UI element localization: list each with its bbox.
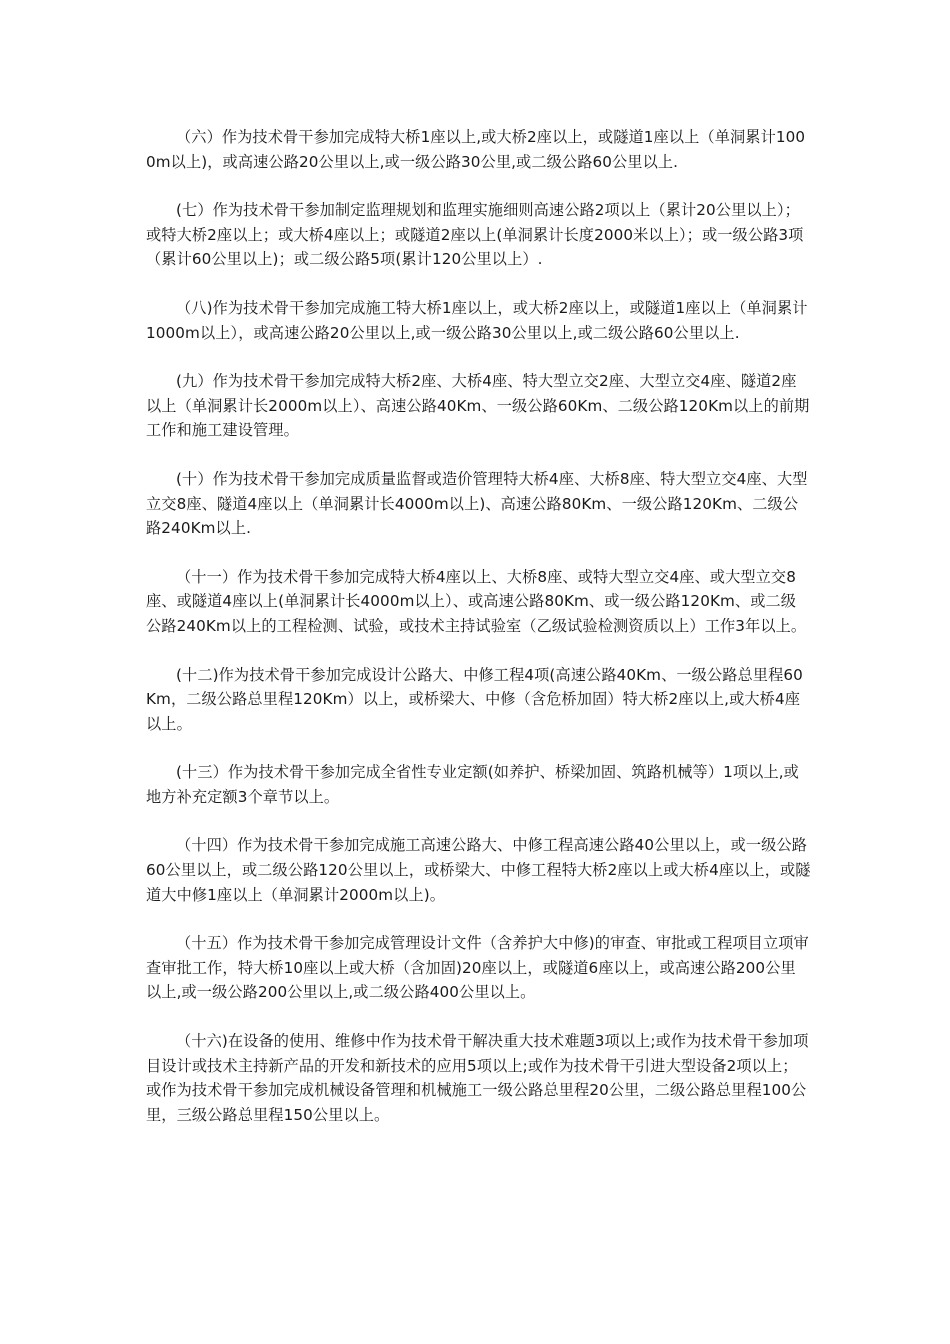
paragraph-8: （八)作为技术骨干参加完成施工特大桥1座以上，或大桥2座以上，或隧道1座以上（单洞累计1000m以上），或高速公路20公里以上,或一级公路30公里以上,或二级公路60公里以上. [146,298,808,342]
paragraph-16: （十六)在设备的使用、维修中作为技术骨干解决重大技术难题3项以上;或作为技术骨干参加项目设计或技术主持新产品的开发和新技术的应用5项以上;或作为技术骨干引进大型设备2项以上；或作为技术骨干参加完成机械设备管理和机械施工一级公路总里程20公里，二级公路总里程100公里，三级公路总里程150公里以上。 [146,1032,809,1124]
paragraph-14: （十四）作为技术骨干参加完成施工高速公路大、中修工程高速公路40公里以上，或一级公路60公里以上，或二级公路120公里以上，或桥梁大、中修工程特大桥2座以上或大桥4座以上，或隧道大中修1座以上（单洞累计2000m以上)。 [146,836,811,904]
paragraph-15: （十五）作为技术骨干参加完成管理设计文件（含养护大中修)的审查、审批或工程项目立项审查审批工作，特大桥10座以上或大桥（含加固)20座以上，或隧道6座以上，或高速公路200公里以上,或一级公路200公里以上,或二级公路400公里以上。 [146,934,809,1002]
paragraph-12: (十二)作为技术骨干参加完成设计公路大、中修工程4项(高速公路40Km、一级公路总里程60Km，二级公路总里程120Km）以上，或桥梁大、中修（含危桥加固）特大桥2座以上,或大桥4座以上。 [146,665,803,733]
paragraph-6: （六）作为技术骨干参加完成特大桥1座以上,或大桥2座以上，或隧道1座以上（单洞累计1000m以上)，或高速公路20公里以上,或一级公路30公里,或二级公路60公里以上. [146,128,806,171]
paragraph-10: (十）作为技术骨干参加完成质量监督或造价管理特大桥4座、大桥8座、特大型立交4座、大型立交8座、隧道4座以上（单洞累计长4000m以上)、高速公路80Km、一级公路120Km、二级公路240Km以上. [146,469,808,538]
paragraph-13: (十三）作为技术骨干参加完成全省性专业定额(如养护、桥梁加固、筑路机械等）1项以上,或地方补充定额3个章节以上。 [146,763,799,806]
paragraph-11: （十一）作为技术骨干参加完成特大桥4座以上、大桥8座、或特大型立交4座、或大型立交8座、或隧道4座以上(单洞累计长4000m以上）、或高速公路80Km、或一级公路120Km、或二级公路240Km以上的工程检测、试验，或技术主持试验室（乙级试验检测资质以上）工作3年以上。 [146,567,807,635]
document-body [146,125,811,1151]
paragraph-9: (九）作为技术骨干参加完成特大桥2座、大桥4座、特大型立交2座、大型立交4座、隧道2座以上（单洞累计长2000m以上）、高速公路40Km、一级公路60Km、二级公路120Km以上的前期工作和施工建设管理。 [146,372,810,440]
paragraph-7: (七）作为技术骨干参加制定监理规划和监理实施细则高速公路2项以上（累计20公里以上）；或特大桥2座以上；或大桥4座以上；或隧道2座以上(单洞累计长度2000米以上）；或一级公路3项（累计60公里以上)；或二级公路5项(累计120公里以上）. [146,201,804,269]
